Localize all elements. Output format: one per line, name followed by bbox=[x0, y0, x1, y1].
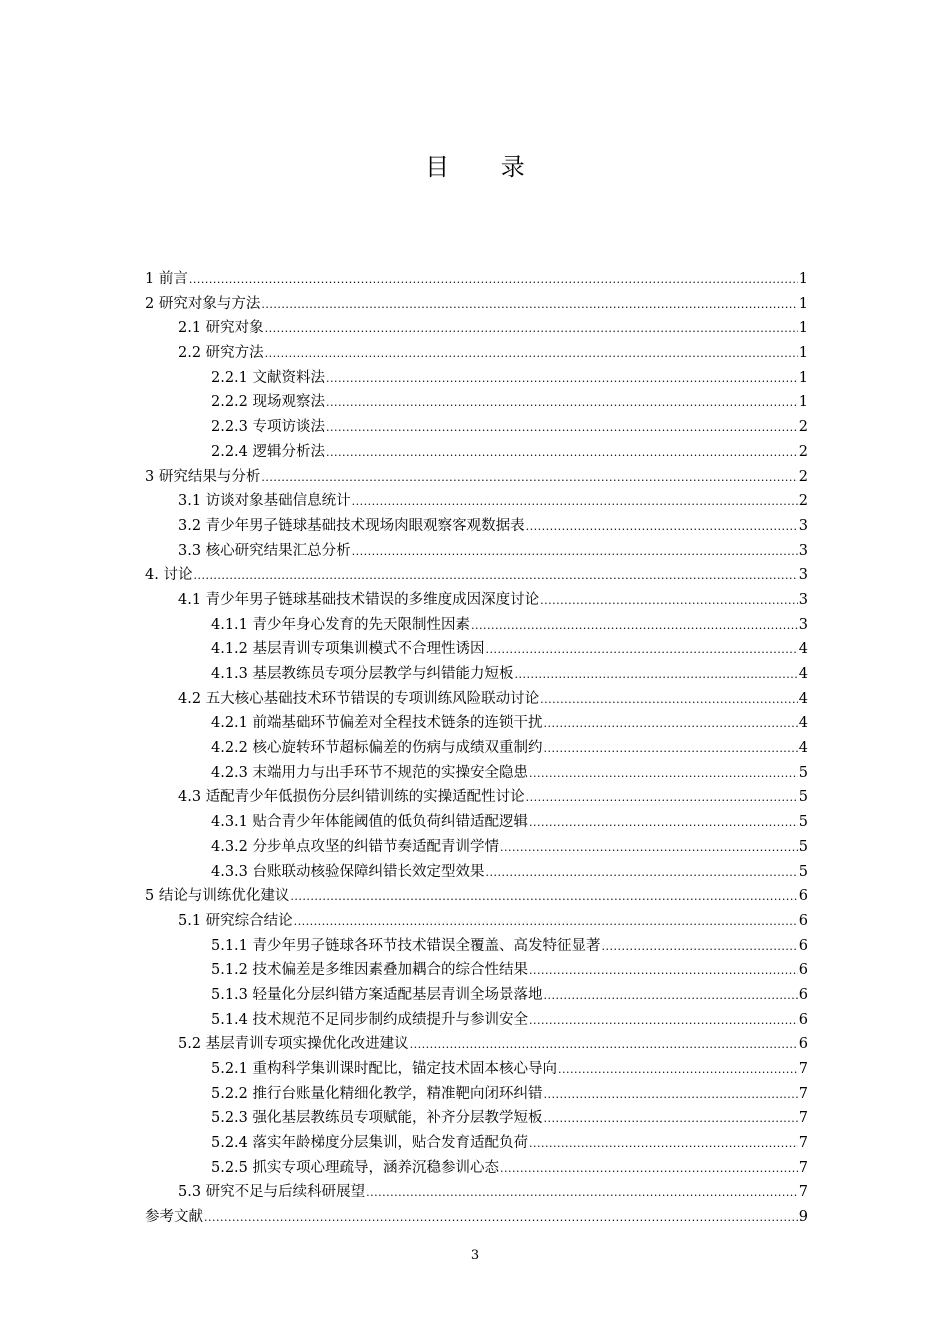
toc-entry-page: 3 bbox=[798, 517, 808, 534]
toc-entry[interactable] bbox=[145, 268, 808, 293]
toc-entry[interactable] bbox=[145, 515, 808, 540]
toc-entry[interactable] bbox=[145, 589, 808, 614]
toc-dot-leader bbox=[500, 837, 798, 859]
toc-dot-leader bbox=[529, 960, 798, 982]
toc-entry[interactable] bbox=[145, 935, 808, 960]
toc-dot-leader bbox=[526, 516, 798, 538]
toc-entry-label: 3.2 青少年男子链球基础技术现场肉眼观察客观数据表 bbox=[178, 517, 525, 534]
toc-entry-page: 9 bbox=[798, 1209, 808, 1226]
toc-entry-page: 6 bbox=[798, 962, 808, 979]
toc-entry-page: 6 bbox=[798, 1011, 808, 1028]
toc-entry-page: 6 bbox=[798, 1036, 808, 1053]
toc-entry-page: 1 bbox=[798, 345, 808, 362]
toc-dot-leader bbox=[544, 1108, 798, 1130]
toc-entry[interactable] bbox=[145, 1181, 808, 1206]
toc-entry-label: 5.3 研究不足与后续科研展望 bbox=[178, 1184, 366, 1201]
toc-dot-leader bbox=[265, 343, 798, 365]
toc-entry-label: 4.2.1 前端基础环节偏差对全程技术链条的连锁干扰 bbox=[211, 715, 543, 732]
toc-dot-leader bbox=[544, 1084, 798, 1106]
toc-entry[interactable] bbox=[145, 984, 808, 1009]
toc-entry[interactable] bbox=[145, 910, 808, 935]
toc-entry-label: 4.1 青少年男子链球基础技术错误的多维度成因深度讨论 bbox=[178, 591, 540, 608]
toc-entry-page: 7 bbox=[798, 1159, 808, 1176]
toc-entry-label: 2.2.4 逻辑分析法 bbox=[211, 443, 326, 460]
toc-entry[interactable] bbox=[145, 1206, 808, 1231]
toc-entry-label: 4.1.3 基层教练员专项分层教学与纠错能力短板 bbox=[211, 666, 514, 682]
toc-entry-label: 5.2.3 强化基层教练员专项赋能，补齐分层教学短板 bbox=[211, 1110, 543, 1127]
toc-dot-leader bbox=[326, 392, 798, 414]
page-number: 3 bbox=[470, 1248, 480, 1263]
toc-dot-leader bbox=[486, 639, 798, 661]
toc-entry-label: 5.1.2 技术偏差是多维因素叠加耦合的综合性结果 bbox=[211, 962, 529, 979]
toc-dot-leader bbox=[544, 738, 798, 760]
toc-entry-label: 5.2 基层青训专项实操优化改进建议 bbox=[178, 1036, 409, 1053]
toc-entry-page: 7 bbox=[798, 1135, 808, 1152]
toc-entry-label: 5.1.3 轻量化分层纠错方案适配基层青训全场景落地 bbox=[211, 986, 543, 1003]
toc-entry-label: 4.3.2 分步单点攻坚的纠错节奏适配青训学情 bbox=[211, 838, 500, 855]
toc-entry-page: 5 bbox=[798, 814, 808, 831]
toc-entry-label: 1 前言 bbox=[145, 271, 188, 287]
toc-entry[interactable] bbox=[145, 1033, 808, 1058]
toc-entry-page: 1 bbox=[798, 369, 808, 386]
toc-dot-leader bbox=[544, 985, 798, 1007]
toc-entry-label: 3 研究结果与分析 bbox=[145, 468, 261, 485]
toc-dot-leader bbox=[540, 689, 798, 711]
toc-entry-page: 1 bbox=[798, 320, 808, 337]
toc-entry-page: 1 bbox=[798, 295, 808, 312]
toc-dot-leader bbox=[410, 1034, 798, 1056]
toc-entry[interactable] bbox=[145, 712, 808, 737]
toc-entry-page: 5 bbox=[798, 789, 808, 806]
toc-entry[interactable] bbox=[145, 1132, 808, 1157]
toc-dot-leader bbox=[189, 269, 798, 291]
toc-entry-page: 7 bbox=[798, 1085, 808, 1102]
toc-entry-label: 2.1 研究对象 bbox=[178, 320, 264, 337]
toc-entry-label: 5.1.1 青少年男子链球各环节技术错误全覆盖、高发特征显著 bbox=[211, 937, 601, 954]
toc-entry-label: 4.2 五大核心基础技术环节错误的专项训练风险联动讨论 bbox=[178, 690, 540, 707]
toc-entry-page: 7 bbox=[798, 1110, 808, 1127]
toc-entry[interactable] bbox=[145, 861, 808, 886]
toc-dot-leader bbox=[326, 442, 798, 464]
toc-dot-leader bbox=[290, 886, 797, 908]
toc-entry-page: 7 bbox=[798, 1184, 808, 1201]
toc-dot-leader bbox=[529, 1133, 798, 1155]
toc-dot-leader bbox=[526, 787, 798, 809]
toc-dot-leader bbox=[352, 491, 798, 513]
toc-entry-page: 3 bbox=[798, 591, 808, 608]
toc-entry[interactable] bbox=[145, 490, 808, 515]
toc-dot-leader bbox=[515, 664, 798, 686]
toc-entry[interactable] bbox=[145, 416, 808, 441]
toc-entry-label: 4.3.3 台账联动核验保障纠错长效定型效果 bbox=[211, 863, 485, 880]
toc-entry-page: 5 bbox=[798, 838, 808, 855]
toc-dot-leader bbox=[529, 812, 798, 834]
toc-entry[interactable] bbox=[145, 540, 808, 565]
toc-entry[interactable] bbox=[145, 391, 808, 416]
toc-entry[interactable] bbox=[145, 1058, 808, 1083]
toc-entry-page: 6 bbox=[798, 888, 808, 905]
toc-list bbox=[145, 268, 808, 1231]
toc-entry-label: 5.2.1 重构科学集训课时配比，锚定技术固本核心导向 bbox=[211, 1061, 558, 1077]
toc-dot-leader bbox=[544, 713, 798, 735]
toc-title: 目 录 bbox=[425, 153, 547, 181]
toc-dot-leader bbox=[602, 936, 798, 958]
toc-entry-page: 1 bbox=[798, 394, 808, 411]
toc-entry-page: 2 bbox=[798, 493, 808, 510]
toc-dot-leader bbox=[261, 467, 797, 489]
toc-entry-page: 3 bbox=[798, 616, 808, 633]
toc-entry-page: 4 bbox=[798, 666, 808, 682]
toc-entry-label: 5 结论与训练优化建议 bbox=[145, 888, 290, 905]
toc-entry-label: 2 研究对象与方法 bbox=[145, 295, 261, 312]
toc-entry-page: 4 bbox=[798, 740, 808, 757]
toc-entry-page: 4 bbox=[798, 641, 808, 658]
toc-entry-label: 2.2.1 文献资料法 bbox=[211, 369, 326, 386]
toc-entry-label: 4.1.2 基层青训专项集训模式不合理性诱因 bbox=[211, 641, 485, 658]
toc-entry[interactable] bbox=[145, 811, 808, 836]
toc-dot-leader bbox=[326, 417, 798, 439]
toc-entry-label: 5.2.5 抓实专项心理疏导，涵养沉稳参训心态 bbox=[211, 1159, 500, 1176]
toc-entry-label: 2.2.2 现场观察法 bbox=[211, 394, 326, 411]
toc-dot-leader bbox=[261, 294, 797, 316]
toc-entry-page: 6 bbox=[798, 986, 808, 1003]
toc-entry[interactable] bbox=[145, 1107, 808, 1132]
toc-entry-label: 5.1 研究综合结论 bbox=[178, 912, 293, 929]
toc-entry-page: 6 bbox=[798, 912, 808, 929]
toc-entry-label: 2.2.3 专项访谈法 bbox=[211, 419, 326, 436]
toc-dot-leader bbox=[366, 1182, 798, 1204]
toc-entry[interactable] bbox=[145, 885, 808, 910]
toc-entry-page: 6 bbox=[798, 937, 808, 954]
toc-entry-page: 5 bbox=[798, 863, 808, 880]
toc-entry-page: 7 bbox=[798, 1061, 808, 1077]
toc-entry-label: 4. 讨论 bbox=[145, 567, 193, 584]
toc-entry-label: 5.2.4 落实年龄梯度分层集训，贴合发育适配负荷 bbox=[211, 1135, 529, 1152]
toc-entry[interactable] bbox=[145, 466, 808, 491]
toc-entry-label: 参考文献 bbox=[145, 1209, 203, 1226]
toc-entry-page: 4 bbox=[798, 715, 808, 732]
toc-entry-page: 4 bbox=[798, 690, 808, 707]
toc-entry[interactable] bbox=[145, 342, 808, 367]
toc-entry-label: 3.3 核心研究结果汇总分析 bbox=[178, 542, 351, 559]
toc-dot-leader bbox=[558, 1059, 798, 1081]
toc-entry[interactable] bbox=[145, 1157, 808, 1182]
toc-entry-label: 5.1.4 技术规范不足同步制约成绩提升与参训安全 bbox=[211, 1011, 529, 1028]
toc-entry[interactable] bbox=[145, 688, 808, 713]
toc-entry-label: 4.3 适配青少年低损伤分层纠错训练的实操适配性讨论 bbox=[178, 789, 525, 806]
toc-entry[interactable] bbox=[145, 786, 808, 811]
toc-entry[interactable] bbox=[145, 762, 808, 787]
toc-entry-label: 4.1.1 青少年身心发育的先天限制性因素 bbox=[211, 616, 471, 633]
toc-entry-label: 4.2.3 末端用力与出手环节不规范的实操安全隐患 bbox=[211, 764, 529, 781]
toc-entry[interactable] bbox=[145, 836, 808, 861]
toc-entry-page: 2 bbox=[798, 468, 808, 485]
toc-dot-leader bbox=[540, 590, 798, 612]
toc-dot-leader bbox=[486, 862, 798, 884]
toc-entry-page: 2 bbox=[798, 443, 808, 460]
toc-entry[interactable] bbox=[145, 663, 808, 688]
toc-entry-page: 3 bbox=[798, 542, 808, 559]
toc-entry[interactable] bbox=[145, 737, 808, 762]
toc-entry-label: 2.2 研究方法 bbox=[178, 345, 264, 362]
toc-entry-page: 2 bbox=[798, 419, 808, 436]
toc-dot-leader bbox=[204, 1207, 798, 1229]
toc-entry-label: 4.2.2 核心旋转环节超标偏差的伤病与成绩双重制约 bbox=[211, 740, 543, 757]
toc-dot-leader bbox=[529, 763, 798, 785]
toc-dot-leader bbox=[193, 565, 797, 587]
toc-entry[interactable] bbox=[145, 367, 808, 392]
toc-entry[interactable] bbox=[145, 614, 808, 639]
toc-entry-page: 1 bbox=[798, 271, 808, 287]
toc-dot-leader bbox=[529, 1010, 798, 1032]
toc-dot-leader bbox=[326, 368, 798, 390]
toc-entry-page: 5 bbox=[798, 764, 808, 781]
toc-entry[interactable] bbox=[145, 959, 808, 984]
toc-dot-leader bbox=[294, 911, 798, 933]
toc-entry-label: 5.2.2 推行台账量化精细化教学，精准靶向闭环纠错 bbox=[211, 1085, 543, 1102]
toc-entry[interactable] bbox=[145, 564, 808, 589]
toc-entry[interactable] bbox=[145, 317, 808, 342]
toc-entry-label: 4.3.1 贴合青少年体能阈值的低负荷纠错适配逻辑 bbox=[211, 814, 529, 831]
toc-entry[interactable] bbox=[145, 293, 808, 318]
toc-dot-leader bbox=[265, 318, 798, 340]
toc-entry-page: 3 bbox=[798, 567, 808, 584]
toc-dot-leader bbox=[471, 615, 798, 637]
toc-entry-label: 3.1 访谈对象基础信息统计 bbox=[178, 493, 351, 510]
toc-entry[interactable] bbox=[145, 1083, 808, 1108]
toc-dot-leader bbox=[500, 1158, 798, 1180]
toc-entry[interactable] bbox=[145, 1009, 808, 1034]
toc-entry[interactable] bbox=[145, 638, 808, 663]
toc-dot-leader bbox=[352, 541, 798, 563]
toc-entry[interactable] bbox=[145, 441, 808, 466]
